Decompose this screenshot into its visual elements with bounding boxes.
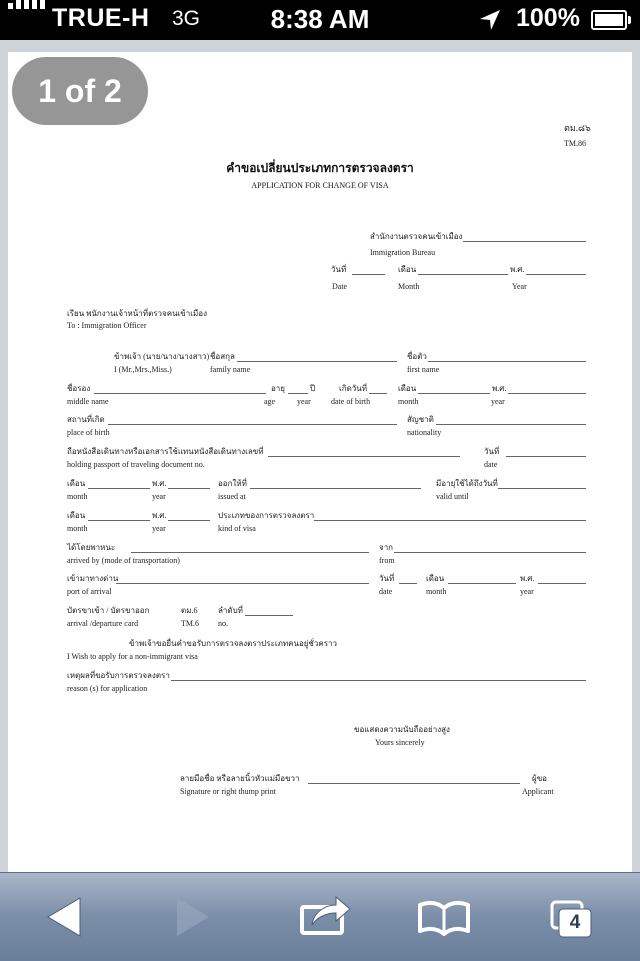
family-name-field[interactable]	[237, 361, 397, 362]
issue-month-label: month	[67, 492, 88, 501]
to-label-thai: เรียน พนักงานเจ้าหน้าที่ตรวจคนเข้าเมือง	[67, 309, 207, 318]
status-bar	[0, 0, 640, 40]
birth-day-field[interactable]	[369, 393, 387, 394]
share-button[interactable]	[286, 873, 366, 961]
passport-date-label-thai: วันที่	[484, 447, 500, 456]
year-unit-label: year	[297, 397, 311, 406]
location-arrow-icon	[478, 8, 502, 32]
card-number-field[interactable]	[245, 615, 293, 616]
back-button[interactable]	[26, 873, 106, 961]
arrived-by-label: arrived by (mode of transportation)	[67, 556, 180, 565]
date-label-thai: วันที่	[331, 265, 347, 274]
kind-visa-label: kind of visa	[218, 524, 256, 533]
wish-label: I Wish to apply for a non-immigrant visa	[67, 652, 198, 661]
issue-month-field[interactable]	[88, 488, 150, 489]
network-type: 3G	[172, 7, 201, 30]
year-label-thai: พ.ศ.	[510, 265, 525, 274]
office-label-thai: สำนักงานตรวจคนเข้าเมือง	[370, 232, 463, 241]
arrival-month-label-thai: เดือน	[426, 574, 445, 583]
month-label: Month	[398, 282, 420, 291]
issued-at-field[interactable]	[250, 488, 421, 489]
valid-until-label-thai: มีอายุใช้ได้ถึงวันที่	[436, 479, 498, 488]
arrival-date-label: date	[379, 587, 393, 596]
middle-name-label: middle name	[67, 397, 109, 406]
signature-field[interactable]	[308, 783, 520, 784]
age-field[interactable]	[288, 393, 308, 394]
place-birth-label-thai: สถานที่เกิด	[67, 415, 105, 424]
arrival-date-label-thai: วันที่	[379, 574, 395, 583]
page-indicator: 1 of 2	[12, 57, 148, 125]
forward-button[interactable]	[153, 873, 233, 961]
valid-until-label: valid until	[436, 492, 469, 501]
nationality-label: nationality	[407, 428, 442, 437]
from-field[interactable]	[394, 552, 586, 553]
tabs-button[interactable]	[536, 873, 616, 961]
port-label-thai: เข้ามาทางด่าน	[67, 574, 119, 583]
first-name-label: first name	[407, 365, 440, 374]
year-label: Year	[512, 282, 527, 291]
form-code-thai: ตม.๘๖	[564, 123, 591, 133]
sincerely: Yours sincerely	[375, 738, 425, 747]
card-number-label: no.	[218, 619, 228, 628]
from-label: from	[379, 556, 395, 565]
form-code: TM.86	[564, 139, 586, 148]
tabs-count: 4	[569, 912, 581, 933]
birth-month-label: month	[398, 397, 419, 406]
reason-label-thai: เหตุผลที่ขอรับการตรวจลงตรา	[67, 671, 170, 680]
arrived-by-label-thai: ได้โดยพาหนะ	[67, 543, 116, 552]
arrival-month-label: month	[426, 587, 447, 596]
birth-year-field[interactable]	[508, 393, 586, 394]
valid-until-field[interactable]	[498, 488, 586, 489]
date-field[interactable]	[352, 274, 385, 275]
visa-month-label-thai: เดือน	[67, 511, 86, 520]
i-label-thai: ข้าพเจ้า (นาย/นาง/นางสาว)	[114, 352, 210, 361]
sincerely-thai: ขอแสดงความนับถืออย่างสูง	[354, 725, 450, 734]
birth-label: date of birth	[331, 397, 371, 406]
arrived-by-field[interactable]	[131, 552, 369, 553]
share-icon	[286, 873, 366, 961]
passport-number-field[interactable]	[268, 456, 460, 457]
arrival-month-field[interactable]	[448, 583, 516, 584]
carrier-name: TRUE-H	[52, 4, 150, 32]
birth-month-field[interactable]	[418, 393, 490, 394]
birth-month-label-thai: เดือน	[398, 384, 417, 393]
passport-label: holding passport of traveling document no.	[67, 460, 205, 469]
first-name-label-thai: ชื่อตัว	[407, 352, 427, 361]
passport-date-label: date	[484, 460, 498, 469]
port-label: port of arrival	[67, 587, 112, 596]
birth-year-label-thai: พ.ศ.	[492, 384, 507, 393]
visa-year-label-thai: พ.ศ.	[152, 511, 167, 520]
visa-month-label: month	[67, 524, 88, 533]
back-arrow-icon	[26, 873, 106, 961]
place-birth-label: place of birth	[67, 428, 110, 437]
to-label: To : Immigration Officer	[67, 321, 147, 330]
middle-name-field[interactable]	[94, 393, 266, 394]
visa-month-field[interactable]	[88, 520, 150, 521]
middle-name-label-thai: ชื่อรอง	[67, 384, 91, 393]
visa-year-label: year	[152, 524, 166, 533]
nationality-field[interactable]	[436, 424, 586, 425]
office-field[interactable]	[463, 241, 586, 242]
issue-year-label: year	[152, 492, 166, 501]
applicant-label: Applicant	[522, 787, 554, 796]
form-title-thai: คำขอเปลี่ยนประเภทการตรวจลงตรา	[226, 161, 414, 175]
arrival-year-label: year	[520, 587, 534, 596]
birth-label-thai: เกิดวันที่	[339, 384, 368, 393]
i-label: I (Mr.,Mrs.,Miss.)	[114, 365, 172, 374]
first-name-field[interactable]	[428, 361, 586, 362]
document-viewer[interactable]	[0, 40, 640, 872]
passport-date-field[interactable]	[506, 456, 586, 457]
tm6-label: TM.6	[181, 619, 199, 628]
issued-at-label: issued at	[218, 492, 246, 501]
battery-percentage: 100%	[516, 4, 580, 32]
office-label: Immigration Bureau	[370, 248, 436, 257]
status-time: 8:38 AM	[270, 4, 370, 34]
book-icon	[404, 873, 484, 961]
family-name-label: family name	[210, 365, 251, 374]
issued-at-label-thai: ออกให้ที่	[218, 479, 247, 488]
kind-visa-field[interactable]	[314, 520, 586, 521]
battery-icon	[591, 10, 627, 30]
port-field[interactable]	[116, 583, 369, 584]
bookmarks-button[interactable]	[404, 873, 484, 961]
place-birth-field[interactable]	[108, 424, 397, 425]
month-label-thai: เดือน	[398, 265, 417, 274]
signature-label-thai: ลายมือชื่อ หรือลายนิ้วหัวแม่มือขวา	[180, 774, 300, 783]
year-field[interactable]	[526, 274, 586, 275]
from-label-thai: จาก	[379, 543, 394, 552]
passport-label-thai: ถือหนังสือเดินทางหรือเอกสารใช้แทนหนังสือเดินทางเลขที่	[67, 447, 264, 456]
issue-month-label-thai: เดือน	[67, 479, 86, 488]
age-label-thai: อายุ	[271, 384, 285, 393]
reason-field[interactable]	[171, 680, 586, 681]
arrival-year-field[interactable]	[538, 583, 586, 584]
document-page[interactable]	[8, 52, 632, 872]
issue-year-field[interactable]	[168, 488, 210, 489]
date-label: Date	[332, 282, 348, 291]
card-label-thai: บัตรขาเข้า / บัตรขาออก	[67, 606, 150, 615]
month-field[interactable]	[418, 274, 508, 275]
card-number-label-thai: ลำดับที่	[218, 606, 243, 615]
arrival-date-field[interactable]	[399, 583, 417, 584]
reason-label: reason (s) for application	[67, 684, 148, 693]
issue-year-label-thai: พ.ศ.	[152, 479, 167, 488]
family-name-label-thai: ชื่อสกุล	[210, 352, 235, 361]
tm6-label-thai: ตม.6	[181, 606, 198, 615]
signature-label: Signature or right thump print	[180, 787, 276, 796]
card-label: arrival /departure card	[67, 619, 139, 628]
browser-toolbar	[0, 872, 640, 961]
arrival-year-label-thai: พ.ศ.	[520, 574, 535, 583]
form-title: APPLICATION FOR CHANGE OF VISA	[251, 181, 389, 190]
wish-label-thai: ข้าพเจ้าขอยื่นคำขอรับการตรวจลงตราประเภทคนอยู่ชั่วคราว	[129, 639, 337, 648]
year-unit-label-thai: ปี	[310, 384, 316, 393]
applicant-label-thai: ผู้ขอ	[532, 774, 547, 783]
age-label: age	[264, 397, 276, 406]
forward-arrow-icon	[153, 873, 233, 961]
birth-year-label: year	[491, 397, 505, 406]
visa-year-field[interactable]	[168, 520, 210, 521]
nationality-label-thai: สัญชาติ	[407, 415, 434, 424]
kind-visa-label-thai: ประเภทของการตรวจลงตรา	[218, 511, 315, 520]
